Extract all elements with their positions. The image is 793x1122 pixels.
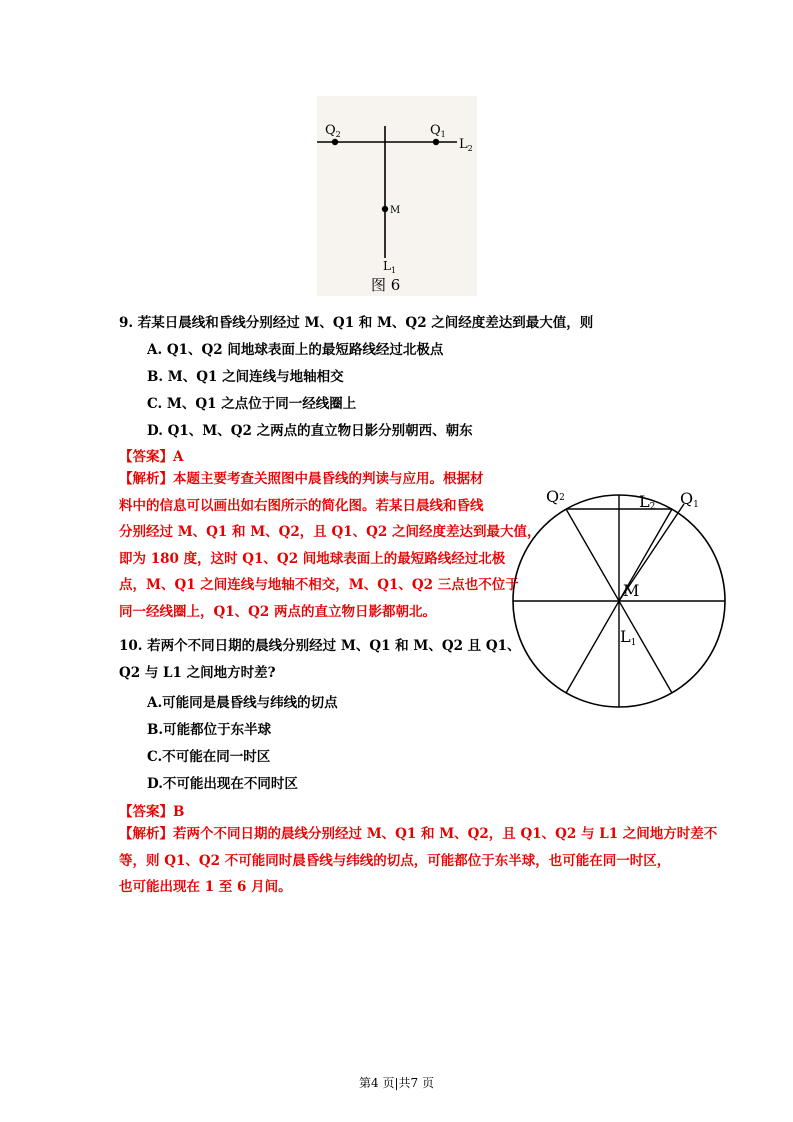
q10-analysis-line: 也可能出现在 1 至 6 月间。 (119, 879, 292, 895)
q9-analysis-line: 点，M、Q1 之间连线与地轴不相交，M、Q1、Q2 三点也不位于 (119, 577, 519, 593)
simplified-diagram-drawing (508, 482, 730, 708)
q9-answer: 【答案】A (119, 449, 184, 465)
figure-6 (317, 96, 477, 296)
q9-analysis-line: 料中的信息可以画出如右图所示的简化图。若某日晨线和昏线 (119, 497, 484, 514)
label-m: M (623, 581, 640, 600)
q9-analysis-line: 【解析】本题主要考查关照图中晨昏线的判读与应用。根据材 (119, 471, 484, 487)
figure-6-caption: 图 6 (371, 276, 401, 294)
q10-analysis-line: 【解析】若两个不同日期的晨线分别经过 M、Q1 和 M、Q2，且 Q1、Q2 与 L1 之间地方时差不 (119, 826, 718, 842)
q9-option-a: A. Q1、Q2 间地球表面上的最短路线经过北极点 (147, 342, 444, 358)
figure-6-drawing (317, 96, 477, 296)
page-footer: 第4 页|共7 页 (359, 1076, 434, 1090)
q10-option-b: B.可能都位于东半球 (147, 722, 272, 738)
q9-analysis-line: 即为 180 度，这时 Q1、Q2 间地球表面上的最短路线经过北极 (119, 550, 506, 567)
q10-option-c: C.不可能在同一时区 (147, 749, 271, 765)
q9-stem: 9. 若某日晨线和昏线分别经过 M、Q1 和 M、Q2 之间经度差达到最大值，则 (119, 315, 594, 331)
point-m (382, 206, 388, 212)
q9-analysis (119, 466, 541, 625)
label-q2: $Q_2$ (325, 123, 341, 139)
q10-answer: 【答案】B (119, 804, 185, 820)
label-l1: $L_1$ (383, 259, 397, 275)
q10-stem-line: 10. 若两个不同日期的晨线分别经过 M、Q1 和 M、Q2 且 Q1、 (119, 638, 521, 654)
q9-option-b: B. M、Q1 之间连线与地轴相交 (147, 369, 344, 385)
label-q1: $Q_1$ (430, 123, 446, 139)
q9-option-c: C. M、Q1 之点位于同一经线圈上 (147, 396, 357, 412)
q9-analysis-line: 分别经过 M、Q1 和 M、Q2，且 Q1、Q2 之间经度差达到最大值， (119, 524, 541, 540)
label-l1: L1 (620, 627, 637, 648)
q10-option-a: A.可能同是晨昏线与纬线的切点 (147, 695, 338, 711)
label-q2: Q2 (546, 487, 565, 506)
point-q2 (332, 139, 338, 145)
label-l2: L2 (639, 492, 656, 512)
label-l2: $L_2$ (459, 137, 473, 153)
label-q1: Q1 (680, 489, 699, 510)
q10-analysis-line: 等，则 Q1、Q2 不可能同时晨昏线与纬线的切点，可能都位于东半球，也可能在同一时区， (119, 852, 671, 869)
label-m: M (390, 205, 401, 216)
q9-analysis-line: 同一经线圈上，Q1、Q2 两点的直立物日影都朝北。 (119, 603, 437, 620)
q10-stem-line: Q2 与 L1 之间地方时差? (119, 664, 276, 681)
q9-option-d: D. Q1、M、Q2 之两点的直立物日影分别朝西、朝东 (147, 423, 473, 439)
point-q1 (433, 139, 439, 145)
q10-analysis (119, 821, 717, 901)
q10-stem (119, 633, 521, 686)
simplified-diagram (508, 482, 730, 708)
q10-option-d: D.不可能出现在不同时区 (147, 776, 298, 792)
